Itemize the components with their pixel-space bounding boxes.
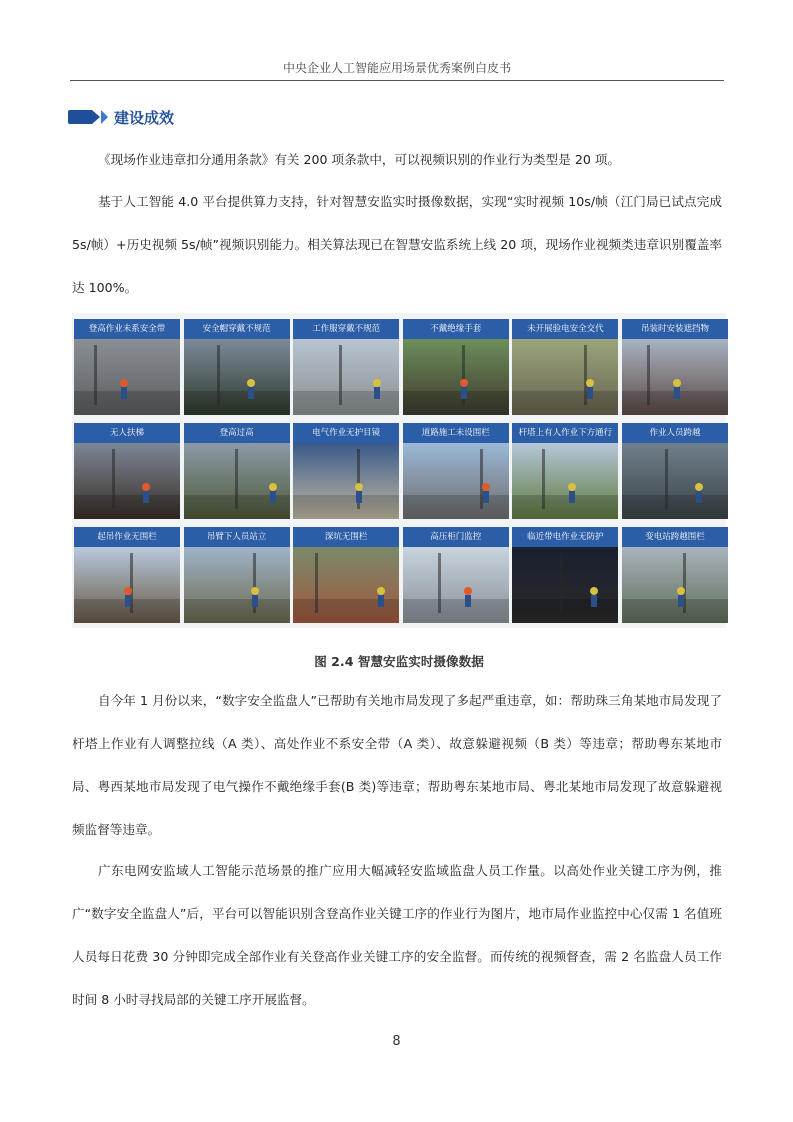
figure-tile-photo — [622, 339, 728, 415]
header-title: 中央企业人工智能应用场景优秀案例白皮书 — [282, 61, 511, 75]
figure-tile — [293, 319, 399, 415]
figure-tile — [293, 527, 399, 623]
figure-tile-label: 登高作业未系安全带 — [74, 319, 180, 339]
photo-placeholder-icon — [403, 443, 509, 519]
figure-tile — [403, 319, 509, 415]
figure-tile — [293, 423, 399, 519]
photo-placeholder-icon — [184, 443, 290, 519]
figure-tile — [622, 527, 728, 623]
figure-tile — [512, 319, 618, 415]
figure-tile-label: 高压柜门监控 — [403, 527, 509, 547]
figure-tile-label: 杆塔上有人作业下方通行 — [512, 423, 618, 443]
photo-placeholder-icon — [512, 547, 618, 623]
figure-tile-label: 安全帽穿戴不规范 — [184, 319, 290, 339]
figure-tile-photo — [403, 443, 509, 519]
section-arrow-icon-2 — [101, 110, 108, 124]
figure-tile-label: 起吊作业无围栏 — [74, 527, 180, 547]
figure-tile-label: 道路施工未设围栏 — [403, 423, 509, 443]
figure-tile-photo — [184, 339, 290, 415]
figure-tile-label: 作业人员跨越 — [622, 423, 728, 443]
figure-tile-label: 登高过高 — [184, 423, 290, 443]
figure-tile-photo — [512, 443, 618, 519]
paragraph-1: 《现场作业违章扣分通用条款》有关 200 项条款中，可以视频识别的作业行为类型是 20 项。 — [98, 152, 621, 167]
figure-tile-label: 深坑无围栏 — [293, 527, 399, 547]
figure-tile-photo — [622, 547, 728, 623]
figure-tile-photo — [512, 547, 618, 623]
photo-placeholder-icon — [184, 339, 290, 415]
page-header — [70, 58, 724, 81]
photo-placeholder-icon — [293, 339, 399, 415]
figure-tile-photo — [74, 547, 180, 623]
figure-tile-label: 未开展验电安全交代 — [512, 319, 618, 339]
photo-placeholder-icon — [622, 547, 728, 623]
figure-tile-photo — [403, 339, 509, 415]
figure-tile-photo — [184, 547, 290, 623]
section-title: 建设成效 — [114, 108, 175, 127]
figure-tile-photo — [184, 443, 290, 519]
photo-placeholder-icon — [184, 547, 290, 623]
page-number: 8 — [392, 1034, 401, 1049]
section-heading — [68, 104, 174, 130]
figure-tile — [512, 423, 618, 519]
photo-placeholder-icon — [74, 339, 180, 415]
figure-tile — [622, 423, 728, 519]
photo-placeholder-icon — [74, 443, 180, 519]
figure-tile-label: 吊装时安装遮挡物 — [622, 319, 728, 339]
figure-tile — [184, 527, 290, 623]
paragraph-2: 基于人工智能 4.0 平台提供算力支持，针对智慧安监实时摄像数据，实现“实时视频 10s/帧（江门局已试点完成 5s/帧）+历史视频 5s/帧”视频识别能力。相关算法现已在智慧安监系统上线 20 项，现场作业视频类违章识别覆盖率达 100%。 — [72, 194, 722, 295]
paragraph-4: 广东电网安监域人工智能示范场景的推广应用大幅减轻安监域监盘人员工作量。以高处作业关键工序为例，推广“数字安全监盘人”后，平台可以智能识别含登高作业关键工序的作业行为图片，地市局作业监控中心仅需 1 名值班人员每日花费 30 分钟即完成全部作业有关登高作业关键工序的安全监督。而传统的视频督查，需 2 名监盘人员工作时间 8 小时寻找局部的关键工序开展监督。 — [72, 863, 722, 1007]
figure-tile-label: 变电站跨越围栏 — [622, 527, 728, 547]
figure-tile-photo — [622, 443, 728, 519]
figure-caption: 图 2.4 智慧安监实时摄像数据 — [314, 654, 484, 669]
figure-tile — [403, 423, 509, 519]
figure-tile-label: 工作服穿戴不规范 — [293, 319, 399, 339]
photo-placeholder-icon — [512, 443, 618, 519]
paragraph-3: 自今年 1 月份以来，“数字安全监盘人”已帮助有关地市局发现了多起严重违章，如：帮助珠三角某地市局发现了杆塔上作业有人调整拉线（A 类）、高处作业不系安全带（A 类）、故意躲避视频（B 类）等违章；帮助粤东某地市局、粤西某地市局发现了电气操作不戴绝缘手套(B 类)等违章；帮助粤东某地市局、粤北某地市局发现了故意躲避视频监督等违章。 — [72, 693, 722, 837]
figure-tile — [74, 527, 180, 623]
photo-placeholder-icon — [512, 339, 618, 415]
figure-tile — [74, 423, 180, 519]
figure-tile-label: 吊臂下人员站立 — [184, 527, 290, 547]
figure-tile-photo — [403, 547, 509, 623]
figure-tile — [512, 527, 618, 623]
figure-tile — [184, 423, 290, 519]
figure-tile-photo — [74, 443, 180, 519]
figure-tile-photo — [74, 339, 180, 415]
section-arrow-icon — [92, 110, 100, 124]
figure-tile-label: 电气作业无护目镜 — [293, 423, 399, 443]
figure-tile-photo — [293, 547, 399, 623]
photo-placeholder-icon — [293, 443, 399, 519]
figure-tile-label: 不戴绝缘手套 — [403, 319, 509, 339]
figure-tile-photo — [293, 443, 399, 519]
figure-tile-photo — [293, 339, 399, 415]
figure-tile — [403, 527, 509, 623]
photo-placeholder-icon — [403, 547, 509, 623]
photo-placeholder-icon — [293, 547, 399, 623]
figure-tile — [74, 319, 180, 415]
tile-grid — [72, 313, 726, 628]
photo-placeholder-icon — [622, 339, 728, 415]
photo-placeholder-icon — [622, 443, 728, 519]
figure-image-grid — [72, 313, 726, 628]
figure-tile — [184, 319, 290, 415]
figure-tile-photo — [512, 339, 618, 415]
photo-placeholder-icon — [74, 547, 180, 623]
photo-placeholder-icon — [403, 339, 509, 415]
figure-tile-label: 无人扶梯 — [74, 423, 180, 443]
section-bar-icon — [68, 110, 92, 124]
figure-tile-label: 临近带电作业无防护 — [512, 527, 618, 547]
figure-tile — [622, 319, 728, 415]
